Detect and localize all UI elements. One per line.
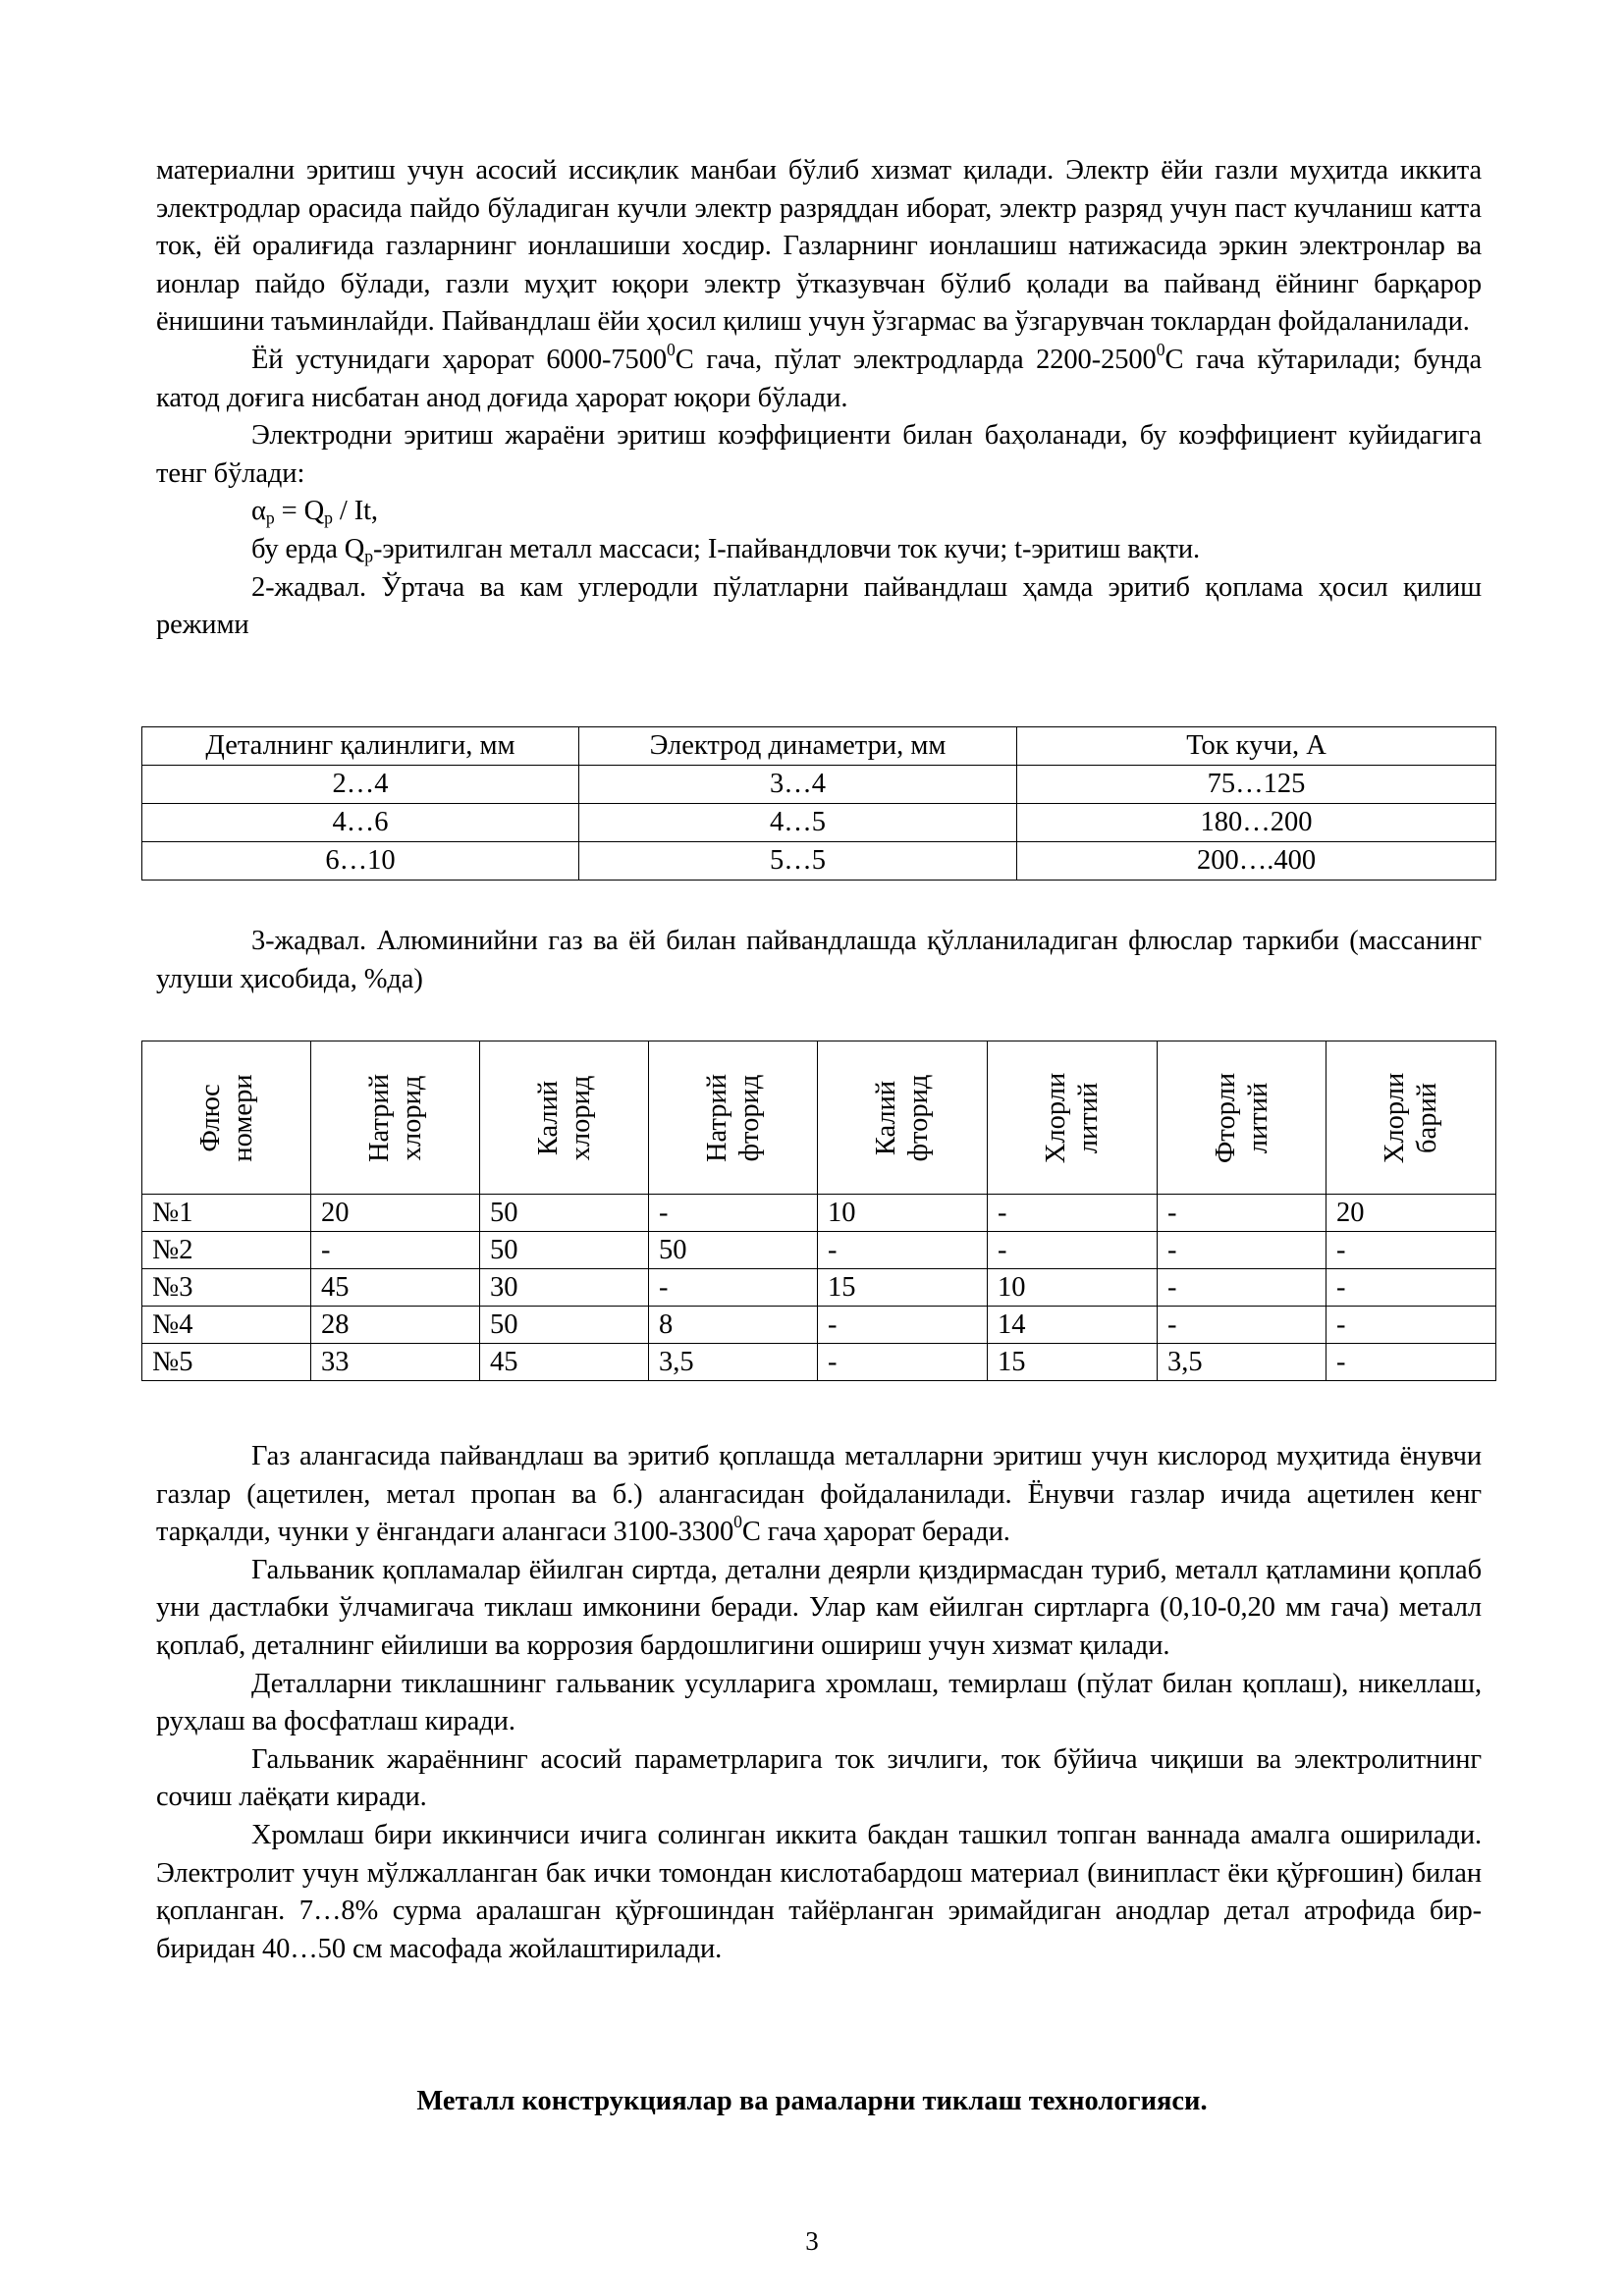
table-cell: №4 (142, 1307, 311, 1344)
table-row (142, 804, 1496, 842)
table-cell: - (988, 1195, 1158, 1232)
paragraph: материални эритиш учун асосий иссиқлик манбаи бўлиб хизмат қилади. Электр ёйи газли муҳитда иккита электродлар орасида пайдо бўладиган кучли электр разряддан иборат, электр разряд учун паст кучланиш катта ток, ёй оралиғида газларнинг ионлашиши хосдир. Газларнинг ионлашиш натижасида эркин электронлар ва ионлар пайдо бўлади, газли муҳит юқори электр ўтказувчан бўлиб қолади ва пайванд ёйнинг барқарор ёнишини таъминлайди. Пайвандлаш ёйи ҳосил қилиш учун ўзгармас ва ўзгарувчан токлардан фойдаланилади. (156, 155, 1482, 338)
table-cell: 30 (480, 1269, 649, 1307)
table-cell: 50 (480, 1195, 649, 1232)
table3-caption: 3-жадвал. Алюминийни газ ва ёй билан пайвандлашда қўлланиладиган флюслар таркиби (массанинг улуши ҳисобида, %да) (156, 926, 1482, 994)
paragraph-chrome-plating: Хромлаш бири иккинчиси ичига солинган иккита бакдан ташкил топган ваннада амалга оширилади. Электролит учун мўлжалланган бак ички томондан кислотабардош материал (винипласт ёки қўрғошин) билан қопланган. 7…8% сурма аралашган қўрғошиндан тайёрланган эримайдиган анодлар детал атрофида бир-биридан 40…50 см масофада жойлаштирилади. (156, 1819, 1482, 1964)
table-cell: 50 (480, 1307, 649, 1344)
table-cell: - (1158, 1195, 1326, 1232)
table-cell: - (1158, 1307, 1326, 1344)
table-row (142, 766, 1496, 804)
paragraph-galvanic-methods: Деталларни тиклашнинг гальваник усулларига хромлаш, темирлаш (пўлат билан қоплаш), никеллаш, руҳлаш ва фосфатлаш киради. (156, 1668, 1482, 1737)
table-cell: 15 (988, 1344, 1158, 1381)
table-cell: №1 (142, 1195, 311, 1232)
table-cell: - (1326, 1307, 1496, 1344)
table-row (142, 1269, 1496, 1307)
table-header-row (142, 727, 1496, 766)
formula-explanation: бу ерда $Q_р$-эритилган металл массаси; I-пайвандловчи ток кучи; t-эритиш вақти. (251, 533, 1200, 566)
table-cell: 2…4 (142, 766, 579, 804)
table2-caption: 2-жадвал. Ўртача ва кам углеродли пўлатларни пайвандлаш ҳамда эритиб қоплама ҳосил қилиш режими (156, 571, 1482, 641)
table-header-cell: Ток кучи, А (1017, 727, 1496, 766)
table-cell: 4…6 (142, 804, 579, 842)
table-header-cell: Хлорли литий (988, 1041, 1158, 1195)
table-cell: 3,5 (1158, 1344, 1326, 1381)
table-cell: 8 (649, 1307, 818, 1344)
table-header-cell: Натрий фторид (649, 1041, 818, 1195)
table-cell: 15 (818, 1269, 988, 1307)
table-cell: 33 (311, 1344, 480, 1381)
table-cell: 200….400 (1017, 842, 1496, 881)
table-cell: - (649, 1195, 818, 1232)
table-cell: - (1326, 1269, 1496, 1307)
table-row (142, 842, 1496, 881)
table-cell: - (988, 1232, 1158, 1269)
table-cell: 5…5 (579, 842, 1017, 881)
paragraph-melting-coefficient: Электродни эритиш жараёни эритиш коэффициенти билан баҳоланади, бу коэффициент куйидагига тенг бўлади: (156, 420, 1482, 489)
table-cell: - (1158, 1269, 1326, 1307)
table-header-cell: Калий фторид (818, 1041, 988, 1195)
table-row (142, 1195, 1496, 1232)
table-cell: - (311, 1232, 480, 1269)
table-cell: - (1326, 1232, 1496, 1269)
table-cell: 75…125 (1017, 766, 1496, 804)
table-cell: - (649, 1269, 818, 1307)
table-cell: №2 (142, 1232, 311, 1269)
table-cell: 180…200 (1017, 804, 1496, 842)
paragraph-gas-flame: Газ алангасида пайвандлаш ва эритиб қоплашда металларни эритиш учун кислород муҳитида ёнувчи газлар (ацетилен, метал пропан ва б.) алангасидан фойдаланилади. Ёнувчи газлар ичида ацетилен кенг тарқалди, чунки у ёнгандаги алангаси 3100-3300$^0$С гача ҳарорат беради. (156, 1441, 1482, 1548)
paragraph-galvanic-coatings: Гальваник қопламалар ёйилган сиртда, детални деярли қиздирмасдан туриб, металл қатламини қоплаб уни дастлабки ўлчамигача тиклаш имконини беради. Улар кам ейилган сиртларга (0,10-0,20 мм гача) металл қоплаб, деталнинг ейилиши ва коррозия бардошлигини ошириш учун хизмат қилади. (156, 1554, 1482, 1661)
table-cell: - (818, 1232, 988, 1269)
table-cell: 45 (480, 1344, 649, 1381)
table3-caption-block (156, 923, 1482, 998)
table-cell: 6…10 (142, 842, 579, 881)
table-2 (141, 726, 1496, 881)
page-body-bottom (156, 1438, 1482, 1968)
table-header-row (142, 1041, 1496, 1195)
section-heading: Металл конструкциялар ва рамаларни тиклаш технологияси. (416, 2086, 1208, 2116)
table-cell: - (818, 1307, 988, 1344)
table-cell: - (1326, 1344, 1496, 1381)
table-cell: - (818, 1344, 988, 1381)
table-cell: 10 (818, 1195, 988, 1232)
table-cell: 4…5 (579, 804, 1017, 842)
table-cell: 50 (649, 1232, 818, 1269)
table-header-cell: Деталнинг қалинлиги, мм (142, 727, 579, 766)
table-cell: 20 (1326, 1195, 1496, 1232)
table-header-cell: Электрод динаметри, мм (579, 727, 1017, 766)
page-number: 3 (805, 2226, 819, 2256)
table-header-cell: Фторли литий (1158, 1041, 1326, 1195)
table-cell: 10 (988, 1269, 1158, 1307)
table-cell: 28 (311, 1307, 480, 1344)
table-cell: №5 (142, 1344, 311, 1381)
table-cell: №3 (142, 1269, 311, 1307)
table-cell: 3…4 (579, 766, 1017, 804)
table-cell: 14 (988, 1307, 1158, 1344)
table-header-cell: Хлорли барий (1326, 1041, 1496, 1195)
table-cell: 20 (311, 1195, 480, 1232)
table-row (142, 1232, 1496, 1269)
table-cell: - (1158, 1232, 1326, 1269)
table-cell: 50 (480, 1232, 649, 1269)
table-row (142, 1344, 1496, 1381)
table-cell: 45 (311, 1269, 480, 1307)
table-cell: 3,5 (649, 1344, 818, 1381)
page-body-top (156, 152, 1482, 645)
table-header-cell: Калий хлорид (480, 1041, 649, 1195)
table-header-cell: Натрий хлорид (311, 1041, 480, 1195)
table-header-cell: Флюс номери (142, 1041, 311, 1195)
table-3 (141, 1041, 1496, 1381)
formula: $\alpha_р = Q_р / It$, (251, 496, 378, 528)
paragraph-galvanic-parameters: Гальваник жараённинг асосий параметрларига ток зичлиги, ток бўйича чиқиши ва электролитнинг сочиш лаёқати киради. (156, 1743, 1482, 1813)
table-row (142, 1307, 1496, 1344)
paragraph-arc-temperature: Ёй устунидаги ҳарорат 6000-7500$^0$С гача, пўлат электродларда 2200-2500$^0$С гача кўтарилади; бунда катод доғига нисбатан анод доғида ҳарорат юқори бўлади. (156, 339, 1482, 413)
